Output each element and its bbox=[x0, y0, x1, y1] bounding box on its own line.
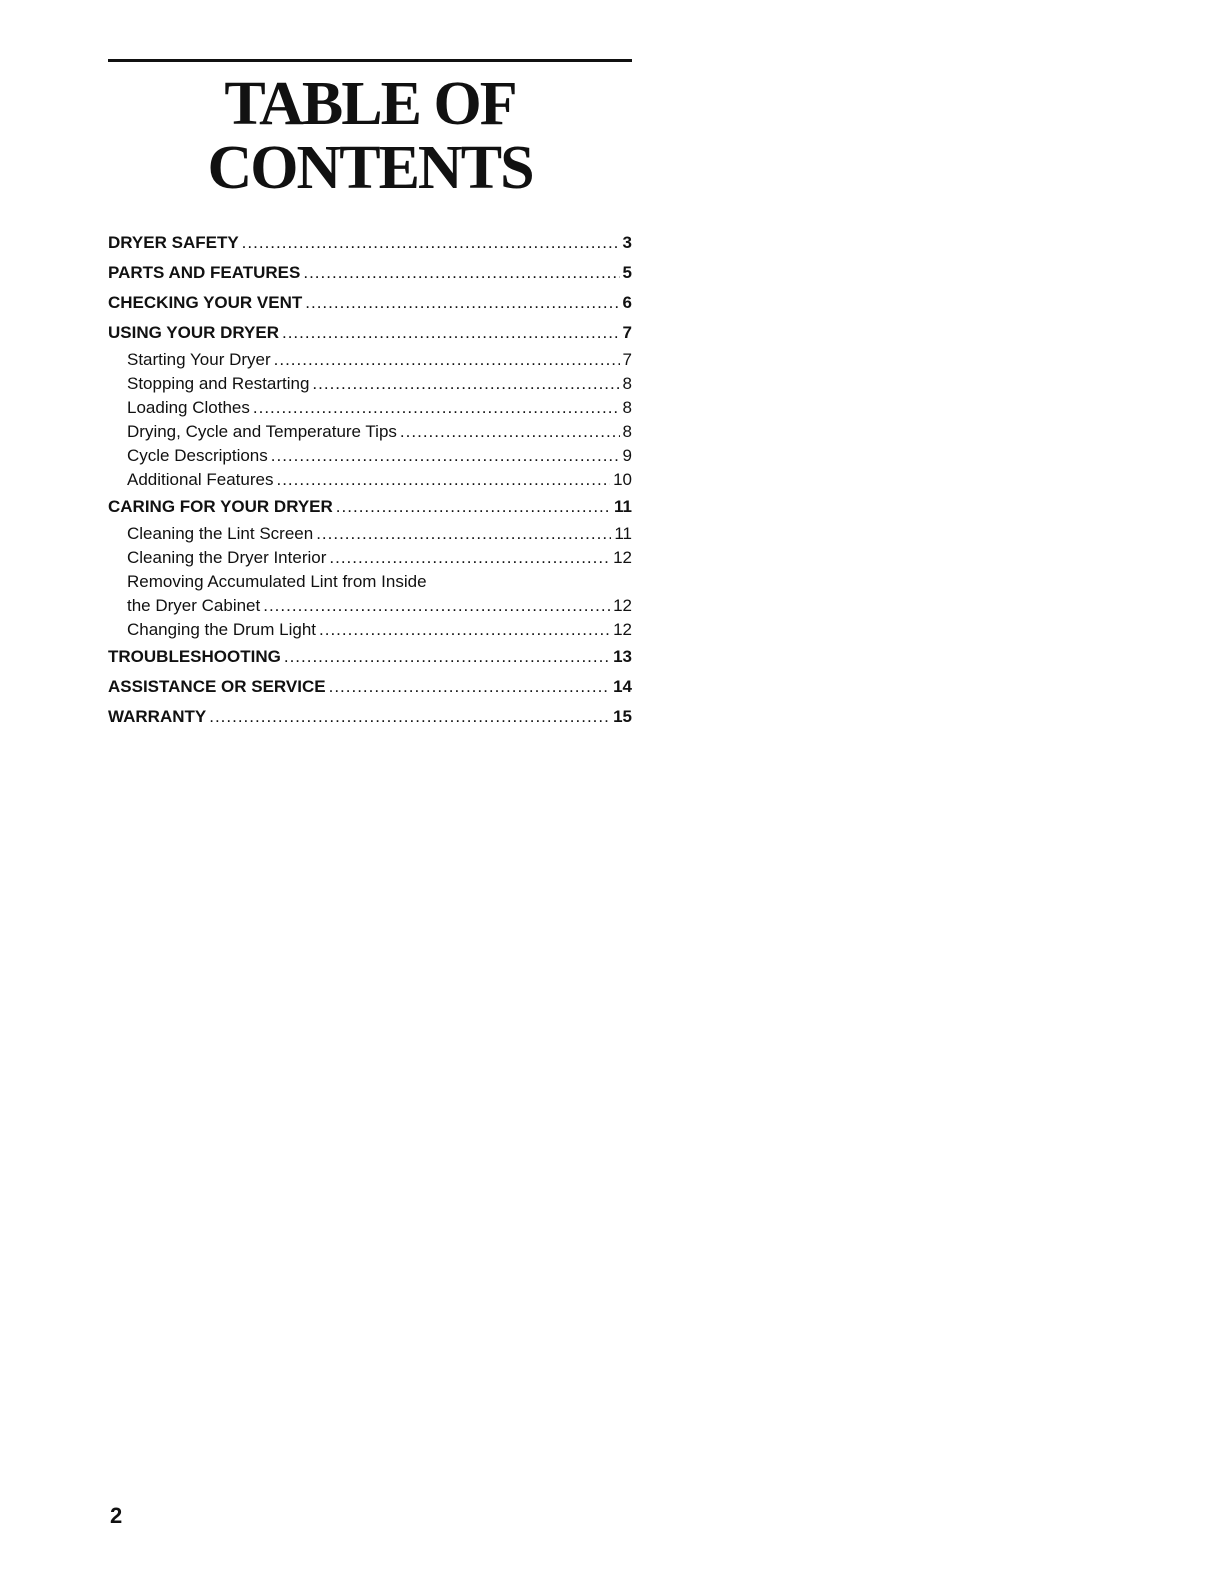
dot-leader bbox=[276, 468, 610, 492]
top-rule bbox=[108, 59, 632, 62]
toc-entry[interactable] bbox=[108, 492, 632, 522]
toc-entry-label: Removing Accumulated Lint from Inside bbox=[127, 572, 427, 591]
toc-entry[interactable] bbox=[108, 546, 632, 570]
dot-leader bbox=[274, 348, 620, 372]
toc-entry-label: Cycle Descriptions bbox=[127, 446, 268, 465]
toc-entry[interactable] bbox=[108, 702, 632, 732]
toc-entry-page: 12 bbox=[613, 620, 632, 639]
toc-entry[interactable] bbox=[108, 642, 632, 672]
dot-leader bbox=[316, 522, 611, 546]
toc-entry-page: 8 bbox=[622, 398, 632, 417]
toc-entry[interactable] bbox=[108, 288, 632, 318]
dot-leader bbox=[400, 420, 620, 444]
toc-entry[interactable] bbox=[108, 468, 632, 492]
toc-entry[interactable] bbox=[108, 228, 632, 258]
toc-entry-page: 10 bbox=[613, 470, 632, 489]
toc-entry-label: Drying, Cycle and Temperature Tips bbox=[127, 422, 397, 441]
toc-entry[interactable] bbox=[108, 672, 632, 702]
toc-entry-page: 5 bbox=[622, 263, 632, 282]
dot-leader bbox=[312, 372, 619, 396]
dot-leader bbox=[284, 642, 610, 672]
dot-leader bbox=[303, 258, 619, 288]
toc-entry-label: CHECKING YOUR VENT bbox=[108, 293, 303, 312]
toc-entry-page: 13 bbox=[613, 647, 632, 666]
toc-entry-page: 12 bbox=[613, 548, 632, 567]
toc-entry[interactable] bbox=[108, 348, 632, 372]
toc-entry-page: 8 bbox=[622, 422, 632, 441]
toc-entry-page: 7 bbox=[622, 323, 632, 342]
toc-entry[interactable] bbox=[108, 570, 632, 594]
title-line-2: CONTENTS bbox=[207, 134, 533, 202]
toc-entry-label: Additional Features bbox=[127, 470, 274, 489]
toc-entry-label: DRYER SAFETY bbox=[108, 233, 239, 252]
toc-entry[interactable] bbox=[108, 372, 632, 396]
dot-leader bbox=[336, 492, 611, 522]
toc-entry-page: 15 bbox=[613, 707, 632, 726]
toc-entry-label: Cleaning the Lint Screen bbox=[127, 524, 314, 543]
toc-entry-label: TROUBLESHOOTING bbox=[108, 647, 281, 666]
page-title bbox=[108, 72, 632, 200]
toc-entry-label: CARING FOR YOUR DRYER bbox=[108, 497, 333, 516]
toc-entry-page: 6 bbox=[622, 293, 632, 312]
dot-leader bbox=[305, 288, 619, 318]
toc-entry-label: PARTS AND FEATURES bbox=[108, 263, 301, 282]
dot-leader bbox=[253, 396, 620, 420]
toc-entry-page: 7 bbox=[622, 350, 632, 369]
dot-leader bbox=[209, 702, 610, 732]
toc-entry-page: 3 bbox=[622, 233, 632, 252]
dot-leader bbox=[329, 546, 610, 570]
toc-entry-label: Cleaning the Dryer Interior bbox=[127, 548, 327, 567]
toc-entry[interactable] bbox=[108, 420, 632, 444]
toc-entry[interactable] bbox=[108, 396, 632, 420]
toc-entry-page: 9 bbox=[622, 446, 632, 465]
dot-leader bbox=[282, 318, 620, 348]
title-line-1: TABLE OF bbox=[224, 70, 516, 138]
toc-entry[interactable] bbox=[108, 618, 632, 642]
toc-entry-label: WARRANTY bbox=[108, 707, 207, 726]
dot-leader bbox=[329, 672, 610, 702]
toc-entry-page: 8 bbox=[622, 374, 632, 393]
toc-entry-label: Stopping and Restarting bbox=[127, 374, 310, 393]
dot-leader bbox=[263, 594, 610, 618]
toc-entry-page: 14 bbox=[613, 677, 632, 696]
toc-entry-label: Starting Your Dryer bbox=[127, 350, 271, 369]
toc-entry[interactable] bbox=[108, 444, 632, 468]
dot-leader bbox=[271, 444, 620, 468]
toc-entry[interactable] bbox=[108, 318, 632, 348]
toc-entry-page: 11 bbox=[614, 497, 632, 516]
table-of-contents bbox=[108, 228, 632, 732]
page-number: 2 bbox=[110, 1503, 123, 1528]
toc-entry[interactable] bbox=[108, 594, 632, 618]
toc-entry-page: 12 bbox=[613, 596, 632, 615]
toc-entry-label: ASSISTANCE OR SERVICE bbox=[108, 677, 326, 696]
dot-leader bbox=[319, 618, 610, 642]
toc-entry-page: 11 bbox=[614, 524, 632, 543]
toc-entry-label: Loading Clothes bbox=[127, 398, 250, 417]
dot-leader bbox=[242, 228, 620, 258]
toc-entry-label: USING YOUR DRYER bbox=[108, 323, 279, 342]
toc-entry-label: Changing the Drum Light bbox=[127, 620, 317, 639]
toc-entry-label: the Dryer Cabinet bbox=[127, 596, 261, 615]
toc-entry[interactable] bbox=[108, 258, 632, 288]
toc-entry[interactable] bbox=[108, 522, 632, 546]
